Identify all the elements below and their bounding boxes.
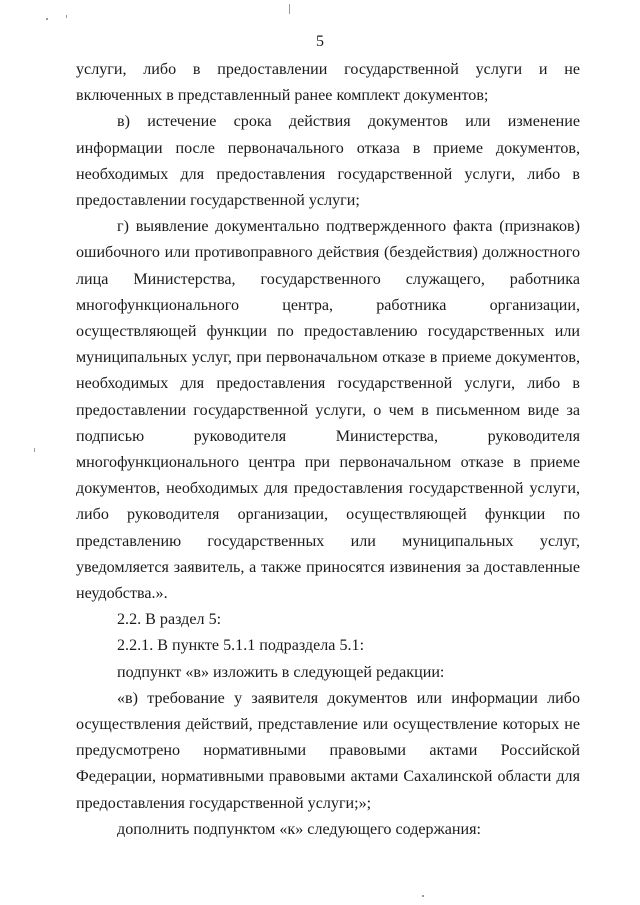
scan-speck (66, 15, 67, 18)
paragraph-subitem-k-intro: дополнить подпунктом «к» следующего содержания: (117, 820, 481, 838)
paragraph-section-2-2-1: 2.2.1. В пункте 5.1.1 подраздела 5.1: (117, 637, 365, 655)
paragraph-subitem-v-text: «в) требование у заявителя документов или информации либо осуществления действий, представление или осуществление которых не предусмотрено нормативными правовыми актами Российской Федерации, нормативными правовыми актами Сахалинской области для предоставления государственной услуги;»; (76, 689, 580, 812)
scan-speck (422, 895, 424, 897)
paragraph-item-v: в) истечение срока действия документов или изменение информации после первоначального отказа в приеме документов, необходимых для предоставления государственной услуги, либо в предоставлении государственной услуги; (76, 113, 580, 210)
paragraph-subitem-v-intro: подпункт «в» изложить в следующей редакции: (117, 663, 445, 681)
scan-speck (46, 18, 48, 20)
page-number: 5 (316, 33, 324, 50)
paragraph-section-2-2: 2.2. В раздел 5: (117, 611, 222, 629)
paragraph-continuation: услуги, либо в предоставлении государственной услуги и не включенных в представленный ранее комплект документов; (76, 61, 580, 105)
document-body (76, 57, 580, 843)
scan-speck (34, 448, 35, 452)
paragraph-item-g: г) выявление документально подтвержденного факта (признаков) ошибочного или противоправного действия (бездействия) должностного лица Министерства, государственного служащего, работника многофункционального центра, работника организации, осуществляющей функции по предоставлению государственных или муниципальных услуг, при первоначальном отказе в приеме документов, необходимых для предоставления государственной услуги, либо в предоставлении государственной услуги, о чем в письменном виде за подписью руководителя Министерства, руководителя многофункционального центра при первоначальном отказе в приеме документов, необходимых для предоставления государственной услуги, либо руководителя организации, осуществляющей функции по представлению государственных или муниципальных услуг, уведомляется заявитель, а также приносятся извинения за доставленные неудобства.». (76, 218, 580, 603)
scan-speck (289, 4, 290, 14)
